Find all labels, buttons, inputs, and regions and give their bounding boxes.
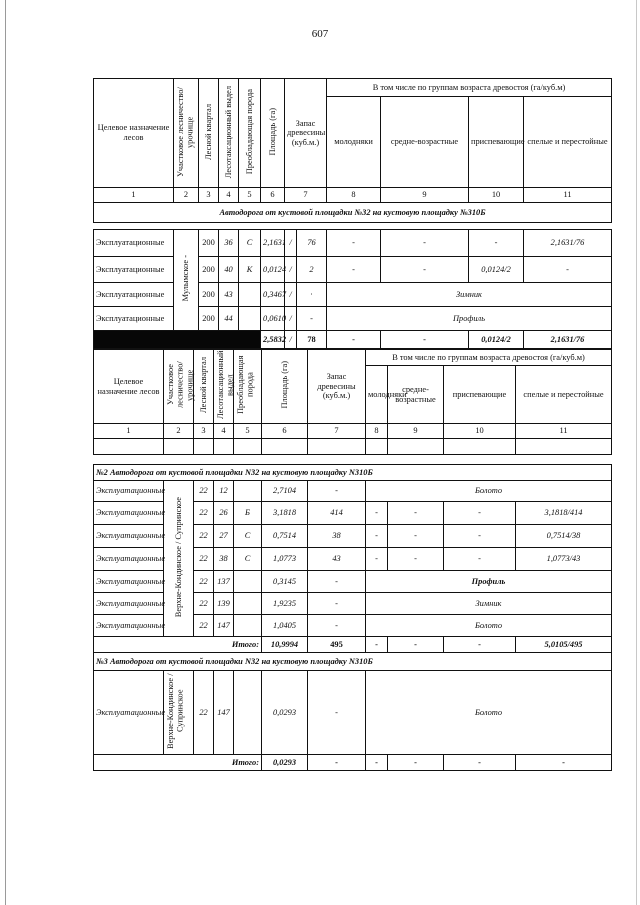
row-young: - (366, 502, 388, 525)
t1-total-label-redacted (94, 331, 261, 349)
row-area: 3,1818 (262, 502, 308, 525)
row-allotment: 38 (214, 548, 234, 571)
row-young: - (327, 230, 381, 257)
t2-header-allotment-text: Лесотаксационный выдел (216, 350, 235, 420)
row-premature: 0,0124/2 (469, 257, 524, 283)
t2-section3-total-row (94, 755, 612, 771)
t2-header-district-text: Участковое лесничество/урочище (166, 361, 195, 409)
empty-cell (164, 439, 194, 455)
row-premature: - (444, 548, 516, 571)
t1-header-middle: средне-возрастные (381, 97, 469, 188)
row-area: 1,9235 (262, 593, 308, 615)
t2-section2-title: №2 Автодорога от кустовой площадки N32 на кустовую площадку N310Б (94, 465, 612, 481)
t2-section2-total-young: - (366, 637, 388, 653)
t2-colnum: 1 (94, 424, 164, 439)
row-stock: 76 (297, 230, 327, 257)
row-allotment: 147 (214, 615, 234, 637)
row-slash: / (285, 283, 297, 307)
t2-header-quarter (194, 350, 214, 424)
empty-cell (194, 439, 214, 455)
t1-header-stock: Запас древесины (куб.м.) (285, 79, 327, 188)
t1-total-row (94, 331, 612, 349)
t2-header-row-1 (94, 350, 612, 366)
empty-cell (366, 439, 388, 455)
row-area: 0,3145 (262, 571, 308, 593)
t1-colnum: 8 (327, 188, 381, 203)
row-young: - (366, 548, 388, 571)
row-stock: - (308, 593, 366, 615)
row-allotment: 26 (214, 502, 234, 525)
row-quarter: 200 (199, 257, 219, 283)
t2-district-text: Верхне-Кондинское / Супринское (173, 497, 183, 618)
t2-section3-total-label: Итого: (94, 755, 262, 771)
row-purpose: Эксплуатационные (94, 502, 164, 525)
t2-colnum: 8 (366, 424, 388, 439)
t2-header-species-text: Преобладающая порода (236, 356, 255, 415)
t1-header-area-text: Площадь (га) (267, 107, 277, 156)
row-species (239, 283, 261, 307)
t2-header-stock: Запас древесины (куб.м.) (308, 350, 366, 424)
row-quarter: 22 (194, 671, 214, 755)
t1-total-area: 2,5832 (261, 331, 285, 349)
row-allotment: 36 (219, 230, 239, 257)
row-allotment: 147 (214, 671, 234, 755)
row-species: С (234, 548, 262, 571)
forest-table-2 (93, 349, 612, 771)
row-allotment: 27 (214, 525, 234, 548)
t1-district-cell (174, 230, 199, 331)
t1-header-quarter-text: Лесной квартал (203, 103, 213, 160)
row-area: 2,1631 (261, 230, 285, 257)
row-young: - (327, 257, 381, 283)
empty-cell (94, 439, 164, 455)
row-area: 0,0610 (261, 307, 285, 331)
table-row (94, 307, 612, 331)
row-area: 0,7514 (262, 525, 308, 548)
table-row (94, 230, 612, 257)
t1-header-age-groups: В том числе по группам возраста древостоя (га/куб.м) (327, 79, 612, 97)
t2-section2-total-row (94, 637, 612, 653)
row-quarter: 22 (194, 502, 214, 525)
row-quarter: 200 (199, 307, 219, 331)
row-species: К (239, 257, 261, 283)
t1-total-young: - (327, 331, 381, 349)
t2-header-area-text: Площадь (га) (279, 361, 289, 409)
row-middle: - (381, 230, 469, 257)
row-middle: - (388, 548, 444, 571)
row-slash: / (285, 230, 297, 257)
t1-header-premature: приспевающие (469, 97, 524, 188)
row-purpose: Эксплуатационные (94, 548, 164, 571)
t2-colnum: 10 (444, 424, 516, 439)
row-stock: - (308, 571, 366, 593)
row-allotment: 44 (219, 307, 239, 331)
t1-header-area (261, 79, 285, 188)
t2-district-cell (164, 481, 194, 637)
row-quarter: 22 (194, 593, 214, 615)
row-mature: 2,1631/76 (524, 230, 612, 257)
t1-total-premature: 0,0124/2 (469, 331, 524, 349)
t1-header-allotment-text: Лесотаксационный выдел (223, 85, 233, 178)
t2-section2-title-row (94, 465, 612, 481)
t1-spacer (94, 223, 612, 230)
t2-section2-total-middle: - (388, 637, 444, 653)
row-species: С (234, 525, 262, 548)
row-quarter: 22 (194, 481, 214, 502)
t1-colnum: 9 (381, 188, 469, 203)
t1-header-district (174, 79, 199, 188)
row-note: Зимник (327, 283, 612, 307)
row-quarter: 22 (194, 615, 214, 637)
empty-cell (444, 439, 516, 455)
t1-section-title: Автодорога от кустовой площадки №32 на кустовую площадку №310Б (94, 203, 612, 223)
t2-spacer-row (94, 455, 612, 465)
t2-header-middle: средне-возрастные (388, 366, 444, 424)
row-stock: - (308, 615, 366, 637)
t1-total-slash: / (285, 331, 297, 349)
row-allotment: 43 (219, 283, 239, 307)
t1-header-quarter (199, 79, 219, 188)
row-mature: 3,1818/414 (516, 502, 612, 525)
t2-section3-district-text: Верхне-Кондинское / Супринское (166, 673, 185, 749)
t2-colnum: 3 (194, 424, 214, 439)
t2-section2-total-mature: 5,0105/495 (516, 637, 612, 653)
row-slash: / (285, 257, 297, 283)
row-premature: - (444, 502, 516, 525)
empty-cell (308, 439, 366, 455)
table-row (94, 283, 612, 307)
t2-colnum: 4 (214, 424, 234, 439)
t1-colnum: 10 (469, 188, 524, 203)
t1-colnum: 11 (524, 188, 612, 203)
row-purpose: Эксплуатационные (94, 481, 164, 502)
row-purpose: Эксплуатационные (94, 283, 174, 307)
t1-spacer-row (94, 223, 612, 230)
t2-section3-total-young: - (366, 755, 388, 771)
t2-colnum: 9 (388, 424, 444, 439)
t2-colnum: 7 (308, 424, 366, 439)
row-note: Зимник (366, 593, 612, 615)
forest-table-1 (93, 78, 612, 349)
t2-colnum: 6 (262, 424, 308, 439)
row-stock: 2 (297, 257, 327, 283)
row-note: Профиль (366, 571, 612, 593)
empty-cell (234, 439, 262, 455)
t2-section3-title: №3 Автодорога от кустовой площадки N32 на кустовую площадку N310Б (94, 653, 612, 671)
row-species (239, 307, 261, 331)
document-sheet (93, 78, 611, 771)
t1-total-stock: 78 (297, 331, 327, 349)
t2-colnum: 11 (516, 424, 612, 439)
row-species (234, 481, 262, 502)
t1-header-purpose: Целевое назначение лесов (94, 79, 174, 188)
row-quarter: 200 (199, 283, 219, 307)
row-note: Болото (366, 615, 612, 637)
t1-colnum: 7 (285, 188, 327, 203)
row-note: Болото (366, 671, 612, 755)
t2-column-numbers (94, 424, 612, 439)
row-purpose: Эксплуатационные (94, 571, 164, 593)
t2-section2-total-label: Итого: (94, 637, 262, 653)
t1-header-district-text: Участковое лесничество/урочище (176, 86, 195, 177)
t2-section3-total-mature: - (516, 755, 612, 771)
t1-header-species (239, 79, 261, 188)
t1-colnum: 4 (219, 188, 239, 203)
table-row (94, 481, 612, 502)
row-stock: · (297, 283, 327, 307)
row-note: Профиль (327, 307, 612, 331)
t2-header-young: молодняки (366, 366, 388, 424)
row-quarter: 22 (194, 548, 214, 571)
row-stock: 43 (308, 548, 366, 571)
row-species: С (239, 230, 261, 257)
empty-cell (516, 439, 612, 455)
row-stock: 38 (308, 525, 366, 548)
row-allotment: 137 (214, 571, 234, 593)
t2-colnum: 2 (164, 424, 194, 439)
t1-header-row-1 (94, 79, 612, 97)
row-purpose: Эксплуатационные (94, 593, 164, 615)
row-purpose: Эксплуатационные (94, 525, 164, 548)
t2-section3-district-cell (164, 671, 194, 755)
row-species (234, 671, 262, 755)
row-area: 0,3467 (261, 283, 285, 307)
row-middle: - (381, 257, 469, 283)
row-allotment: 139 (214, 593, 234, 615)
row-slash: / (285, 307, 297, 331)
t2-header-district (164, 350, 194, 424)
t1-header-species-text: Преобладающая порода (244, 89, 254, 175)
t1-section-title-row (94, 203, 612, 223)
row-species: Б (234, 502, 262, 525)
t1-colnum: 5 (239, 188, 261, 203)
row-area: 2,7104 (262, 481, 308, 502)
t2-spacer (94, 455, 612, 465)
t2-section2-total-stock: 495 (308, 637, 366, 653)
empty-cell (214, 439, 234, 455)
t1-district-text: Мулымское - (181, 255, 191, 302)
t1-colnum: 6 (261, 188, 285, 203)
t1-header-allotment (219, 79, 239, 188)
t2-header-species (234, 350, 262, 424)
t1-header-young: молодняки (327, 97, 381, 188)
row-stock: 414 (308, 502, 366, 525)
row-purpose: Эксплуатационные (94, 230, 174, 257)
row-purpose: Эксплуатационные (94, 257, 174, 283)
table-row (94, 257, 612, 283)
empty-cell (388, 439, 444, 455)
row-note: Болото (366, 481, 612, 502)
t2-section3-total-area: 0,0293 (262, 755, 308, 771)
t2-empty-row (94, 439, 612, 455)
row-stock: - (297, 307, 327, 331)
row-area: 1,0405 (262, 615, 308, 637)
t1-colnum: 2 (174, 188, 199, 203)
row-middle: - (388, 525, 444, 548)
t2-section3-total-stock: - (308, 755, 366, 771)
row-quarter: 200 (199, 230, 219, 257)
row-quarter: 22 (194, 571, 214, 593)
row-area: 0,0293 (262, 671, 308, 755)
t2-header-allotment (214, 350, 234, 424)
t1-header-mature: спелые и перестойные (524, 97, 612, 188)
row-premature: - (469, 230, 524, 257)
t2-header-area (262, 350, 308, 424)
t1-colnum: 3 (199, 188, 219, 203)
row-allotment: 40 (219, 257, 239, 283)
t2-section3-total-middle: - (388, 755, 444, 771)
row-stock: - (308, 481, 366, 502)
row-mature: 1,0773/43 (516, 548, 612, 571)
empty-cell (262, 439, 308, 455)
row-allotment: 12 (214, 481, 234, 502)
row-mature: 0,7514/38 (516, 525, 612, 548)
t2-header-purpose: Целевое назначение лесов (94, 350, 164, 424)
row-mature: - (524, 257, 612, 283)
row-species (234, 593, 262, 615)
row-species (234, 571, 262, 593)
t2-section3-total-premature: - (444, 755, 516, 771)
t1-total-middle: - (381, 331, 469, 349)
scan-edge-left (5, 0, 6, 905)
row-area: 1,0773 (262, 548, 308, 571)
t2-section2-total-area: 10,9994 (262, 637, 308, 653)
t2-header-premature: приспевающие (444, 366, 516, 424)
row-purpose: Эксплуатационные (94, 307, 174, 331)
t2-header-mature: спелые и перестойные (516, 366, 612, 424)
row-middle: - (388, 502, 444, 525)
t2-section3-title-row (94, 653, 612, 671)
t2-header-quarter-text: Лесной квартал (198, 357, 208, 414)
t1-colnum: 1 (94, 188, 174, 203)
row-area: 0,0124 (261, 257, 285, 283)
row-quarter: 22 (194, 525, 214, 548)
row-purpose: Эксплуатационные (94, 671, 164, 755)
row-young: - (366, 525, 388, 548)
row-species (234, 615, 262, 637)
t2-section2-total-premature: - (444, 637, 516, 653)
table-row (94, 671, 612, 755)
t2-colnum: 5 (234, 424, 262, 439)
t1-total-mature: 2,1631/76 (524, 331, 612, 349)
row-purpose: Эксплуатационные (94, 615, 164, 637)
t1-column-numbers (94, 188, 612, 203)
page-number: 607 (311, 28, 329, 40)
scan-edge-right (636, 0, 637, 905)
row-stock: - (308, 671, 366, 755)
row-premature: - (444, 525, 516, 548)
t2-header-age-groups: В том числе по группам возраста древостоя (га/куб.м) (366, 350, 612, 366)
